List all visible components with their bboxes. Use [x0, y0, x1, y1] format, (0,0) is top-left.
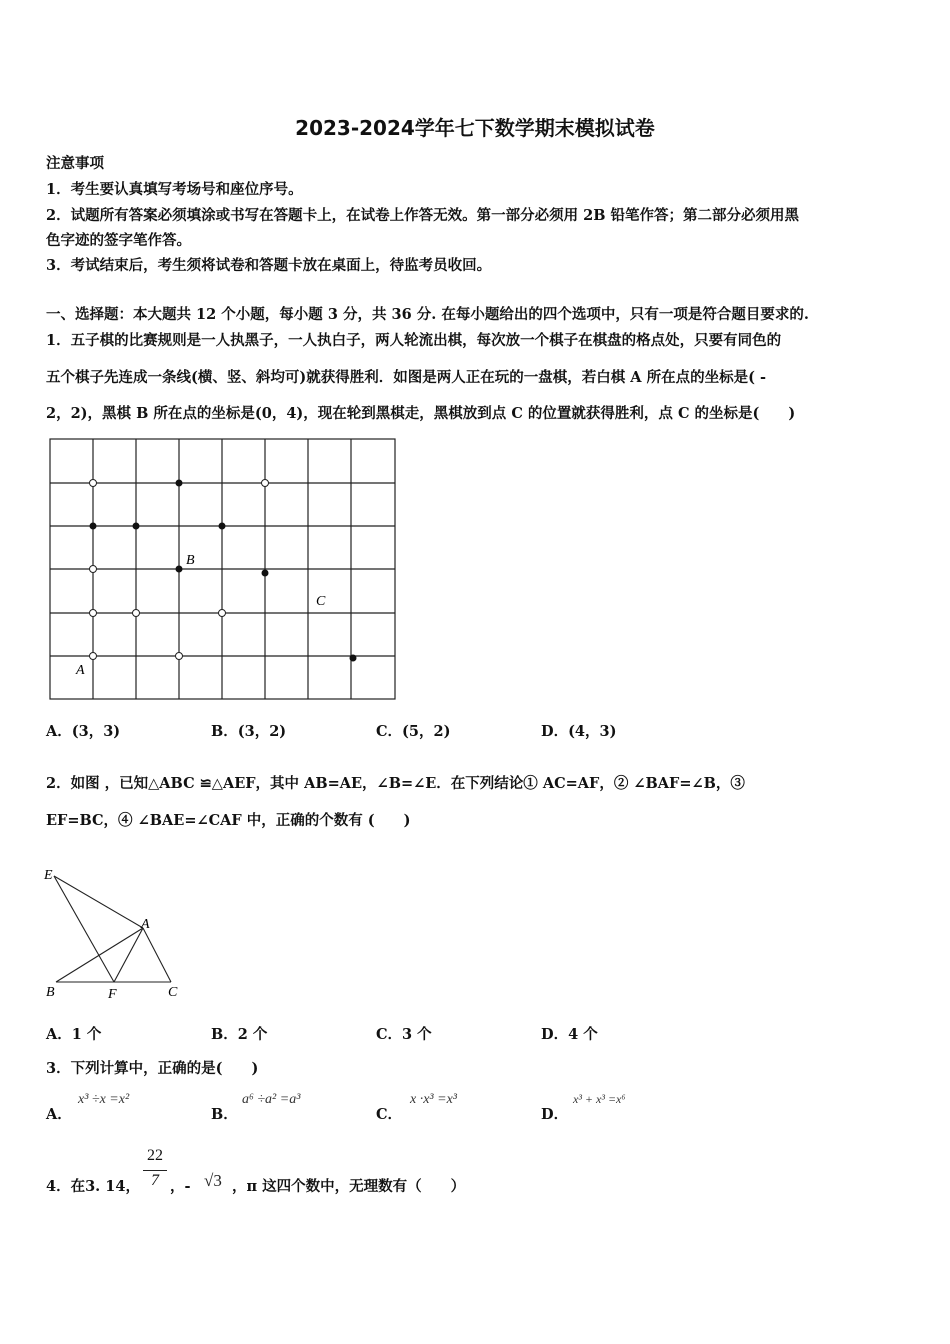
q2-option-b[interactable]: B．2 个: [211, 1026, 268, 1043]
q2-option-d[interactable]: D．4 个: [541, 1026, 598, 1043]
q2-option-a[interactable]: A．1 个: [46, 1026, 102, 1043]
black-stone-b: [176, 566, 183, 573]
white-stone: [90, 566, 97, 573]
segment-ac: [143, 928, 171, 982]
segment-af: [114, 928, 143, 982]
segment-ab: [56, 928, 143, 982]
white-stone: [90, 610, 97, 617]
black-stone: [133, 523, 140, 530]
black-stone: [262, 570, 269, 577]
label-f: F: [108, 987, 117, 1002]
q4-fraction-denominator: 7: [151, 1172, 159, 1189]
white-stone: [219, 610, 226, 617]
notice-heading: 注意事项: [46, 155, 104, 172]
q2-line-1: 2．如图 ，已知△ABC ≌△AEF，其中 AB=AE，∠B=∠E．在下列结论① AC=AF，② ∠BAF=∠B，③: [46, 775, 745, 792]
q3-option-b-letter[interactable]: B．: [211, 1106, 238, 1123]
black-stone: [176, 480, 183, 487]
q1-line-3: 2，2)，黑棋 B 所在点的坐标是(0，4)，现在轮到黑棋走，黑棋放到点 C 的位置就获得胜利，点 C 的坐标是( ): [46, 405, 796, 422]
notice-item-3: 3．考试结束后，考生须将试卷和答题卡放在桌面上，待监考员收回。: [46, 257, 492, 274]
q3-option-c-letter[interactable]: C．: [376, 1106, 403, 1123]
q1-line-2: 五个棋子先连成一条线(横、竖、斜均可)就获得胜利．如图是两人正在玩的一盘棋，若白棋 A 所在点的坐标是( -: [46, 369, 766, 386]
q4-sqrt: √3: [204, 1171, 222, 1190]
q3-option-a-letter[interactable]: A．: [46, 1106, 72, 1123]
section-heading: 一、选择题：本大题共 12 个小题，每小题 3 分，共 36 分. 在每小题给出的四个选项中，只有一项是符合题目要求的.: [46, 306, 809, 323]
q1-option-b[interactable]: B．(3，2): [211, 723, 287, 740]
q4-mid: ，-: [170, 1178, 191, 1195]
label-a: A: [141, 917, 150, 932]
black-stone: [90, 523, 97, 530]
q1-line-1: 1．五子棋的比赛规则是一人执黑子，一人执白子，两人轮流出棋，每次放一个棋子在棋盘的格点处，只要有同色的: [46, 332, 782, 349]
q1-option-d[interactable]: D．(4，3): [541, 723, 617, 740]
q1-option-c[interactable]: C．(5，2): [376, 723, 451, 740]
black-stone: [350, 655, 357, 662]
notice-item-1: 1．考生要认真填写考场号和座位序号。: [46, 181, 303, 198]
q3-option-d-expr: x³ + x³ =x⁶: [573, 1092, 626, 1106]
q2-option-c[interactable]: C．3 个: [376, 1026, 432, 1043]
q4-suffix: ，π 这四个数中，无理数有（ ）: [232, 1178, 466, 1195]
q1-option-a[interactable]: A．(3，3): [46, 723, 121, 740]
label-b: B: [46, 985, 55, 1000]
label-b: B: [186, 553, 195, 568]
segment-ef: [54, 876, 114, 982]
label-a: A: [76, 663, 85, 678]
segment-ea: [54, 876, 143, 928]
triangle-figure: [40, 864, 190, 1006]
go-board-figure: [48, 438, 398, 702]
q3-option-c-expr: x ·x³ =x³: [410, 1092, 457, 1107]
black-stone: [219, 523, 226, 530]
q3-option-b-expr: a⁶ ÷a² =a³: [242, 1092, 301, 1107]
q4-prefix: 4．在3. 14，: [46, 1178, 140, 1195]
label-e: E: [44, 868, 53, 883]
white-stone: [90, 480, 97, 487]
q3-stem: 3．下列计算中，正确的是( ): [46, 1060, 259, 1077]
white-stone: [176, 653, 183, 660]
page-title: 2023-2024学年七下数学期末模拟试卷: [295, 116, 655, 140]
white-stone-a: [90, 653, 97, 660]
label-c: C: [168, 985, 178, 1000]
q4-fraction-numerator: 22: [147, 1147, 163, 1164]
white-stone: [262, 480, 269, 487]
q4-fraction-bar: [143, 1170, 167, 1171]
notice-item-2: 2．试题所有答案必须填涂或书写在答题卡上，在试卷上作答无效。第一部分必须用 2B 铅笔作答；第二部分必须用黑: [46, 207, 800, 224]
label-c: C: [316, 594, 326, 609]
q3-option-d-letter[interactable]: D．: [541, 1106, 569, 1123]
white-stone: [133, 610, 140, 617]
q2-line-2: EF=BC，④ ∠BAE=∠CAF 中，正确的个数有 ( ): [46, 812, 411, 829]
notice-item-2-cont: 色字迹的签字笔作答。: [46, 232, 191, 249]
q3-option-a-expr: x³ ÷x =x²: [78, 1092, 130, 1107]
